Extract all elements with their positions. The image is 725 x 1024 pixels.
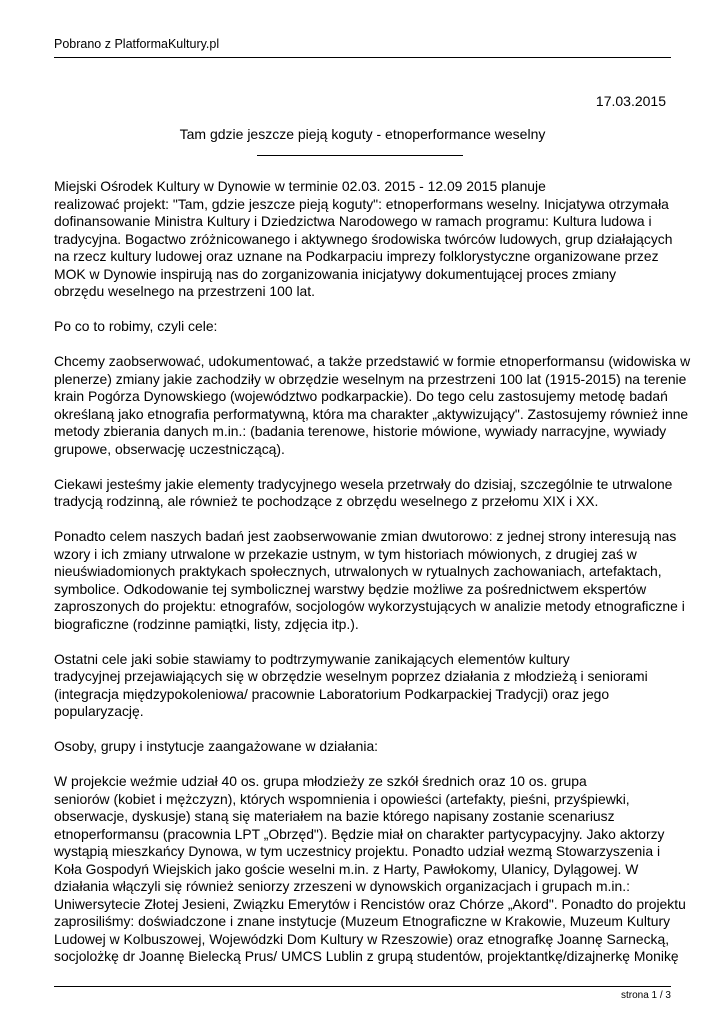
paragraph-line: Ponadto celem naszych badań jest zaobserwowanie zmian dwutorowo: z jednej strony interesują nas	[54, 528, 677, 544]
paragraph-line: dofinansowanie Ministra Kultury i Dziedzictwa Narodowego w ramach programu: Kultura ludowa i	[54, 213, 652, 229]
paragraph-line: określaną jako etnografia performatywną, która ma charakter „aktywizujący". Zastosujemy również inne	[54, 405, 689, 422]
paragraph-line: symbolice. Odkodowanie tej symbolicznej warstwy będzie możliwe za pośrednictwem ekspertów	[54, 580, 647, 597]
paragraph-line: na rzecz kultury ludowej oraz uznane na Podkarpaciu imprezy folklorystyczne organizowane przez	[54, 248, 659, 264]
header-divider	[54, 57, 671, 58]
paragraph-line: obserwacje, dyskusje) staną się materiałem na bazie którego napisany zostanie scenariusz	[54, 808, 615, 824]
paragraph	[54, 528, 685, 633]
paragraph-line: grupowe, obserwację uczestniczącą).	[54, 440, 285, 457]
paragraph-line: obrzędu weselnego na przestrzeni 100 lat.	[54, 283, 315, 299]
paragraph	[54, 773, 686, 966]
paragraph-line: Ciekawi jesteśmy jakie elementy tradycyjnego wesela przetrwały do dzisiaj, szczególnie te utrwalone	[54, 475, 673, 492]
paragraph-line: seniorów (kobiet i mężczyzn), których wspomnienia i opowieści (artefakty, pieśni, przyśpiewki,	[54, 790, 630, 807]
paragraph-line: Osoby, grupy i instytucje zaangażowane w działania:	[54, 738, 379, 754]
document-body	[54, 178, 691, 983]
paragraph-line: nieuświadomionych praktykach społecznych, utrwalonych w rytualnych zachowaniach, artefaktach,	[54, 563, 662, 579]
page-number: strona 1 / 3	[620, 990, 671, 1001]
header-source-text: Pobrano z PlatformaKultury.pl	[54, 37, 220, 51]
paragraph-line: socjolożkę dr Joannę Bielecką Prus/ UMCS Lublin z grupą studentów, projektantkę/dizajnerkę Monikę	[54, 948, 679, 964]
paragraph	[54, 353, 691, 458]
paragraph	[54, 738, 678, 756]
paragraph-line: krain Pogórza Dynowskiego (województwo podkarpackie). Do tego celu zastosujemy metodę badań	[54, 388, 668, 404]
paragraph-line: metody zbierania danych m.in.: (badania terenowe, historie mówione, wywiady narracyjne, wywiady	[54, 423, 667, 439]
paragraph	[54, 651, 678, 721]
paragraph-line: tradycją rodzinną, ale również te pochodzące z obrzędu weselnego z przełomu XIX i XX.	[54, 493, 599, 509]
paragraph-line: tradycyjnej przejawiających się w obrzędzie weselnym poprzez działania z młodzieżą i seniorami	[54, 668, 648, 684]
document-title: Tam gdzie jeszcze pieją koguty - etnoperformance weselny	[179, 126, 546, 142]
paragraph-line: realizować projekt: "Tam, gdzie jeszcze pieją koguty": etnoperformans weselny. Inicjatywa otrzymała	[54, 195, 669, 212]
paragraph-line: plenerze) zmiany jakie zachodziły w obrzędzie weselnym na przestrzeni 100 lat (1915-2015) na terenie	[54, 370, 687, 387]
paragraph-line: popularyzację.	[54, 703, 144, 719]
paragraph-line: (integracja międzypokoleniowa/ pracownie Laboratorium Podkarpackiej Tradycji) oraz jego	[54, 685, 610, 702]
paragraph-line: W projekcie weźmie udział 40 os. grupa młodzieży ze szkół średnich oraz 10 os. grupa	[54, 773, 587, 789]
title-underline	[257, 155, 463, 156]
paragraph	[54, 476, 678, 511]
paragraph-line: wystąpią mieszkańcy Dynowa, w tym uczestnicy projektu. Ponadto udział wezmą Stowarzyszenia i	[54, 843, 661, 859]
paragraph-line: zaproszonych do projektu: etnografów, socjologów wykorzystujących w analizie metody etnograficzne i	[54, 598, 685, 614]
paragraph-line: wzory i ich zmiany utrwalone w przekazie ustnym, w tym historiach mówionych, z drugiej zaś w	[54, 545, 637, 562]
paragraph-line: zaprosiliśmy: doświadczone i znane instytucje (Muzeum Etnograficzne w Krakowie, Muzeum Kultury	[54, 913, 671, 929]
document-date: 17.03.2015	[595, 93, 666, 109]
paragraph-line: Po co to robimy, czyli cele:	[54, 318, 218, 334]
paragraph	[54, 318, 678, 336]
paragraph-line: Ludowej w Kolbuszowej, Wojewódzki Dom Kultury w Rzeszowie) oraz etnografkę Joannę Sarnecką,	[54, 930, 670, 947]
paragraph-line: biograficzne (rodzinne pamiątki, listy, zdjęcia itp.).	[54, 615, 359, 632]
paragraph-line: Chcemy zaobserwować, udokumentować, a także przedstawić w formie etnoperformansu (widowiska w	[54, 353, 691, 369]
paragraph-line: Miejski Ośrodek Kultury w Dynowie w terminie 02.03. 2015 - 12.09 2015 planuje	[54, 178, 546, 194]
footer-divider	[54, 986, 671, 987]
paragraph-line: Koła Gospodyń Wiejskich jako goście weselni m.in. z Harty, Pawłokomy, Ulanicy, Dylągowej. W	[54, 860, 639, 877]
paragraph-line: tradycyjna. Bogactwo zróżnicowanego i aktywnego środowiska twórców ludowych, grup działających	[54, 230, 673, 247]
paragraph-line: etnoperformansu (pracownia LPT „Obrzęd"). Będzie miał on charakter partycypacyjny. Jako aktorzy	[54, 825, 665, 842]
paragraph-line: Uniwersytecie Złotej Jesieni, Związku Emerytów i Rencistów oraz Chórze „Akord". Ponadto do projektu	[54, 895, 686, 912]
paragraph-line: MOK w Dynowie inspirują nas do zorganizowania inicjatywy dokumentującej proces zmiany	[54, 265, 617, 282]
paragraph-line: działania włączyli się również seniorzy zrzeszeni w dynowskich organizacjach i grupach m.in.:	[54, 878, 630, 894]
paragraph	[54, 178, 678, 301]
paragraph-line: Ostatni cele jaki sobie stawiamy to podtrzymywanie zanikających elementów kultury	[54, 650, 570, 667]
